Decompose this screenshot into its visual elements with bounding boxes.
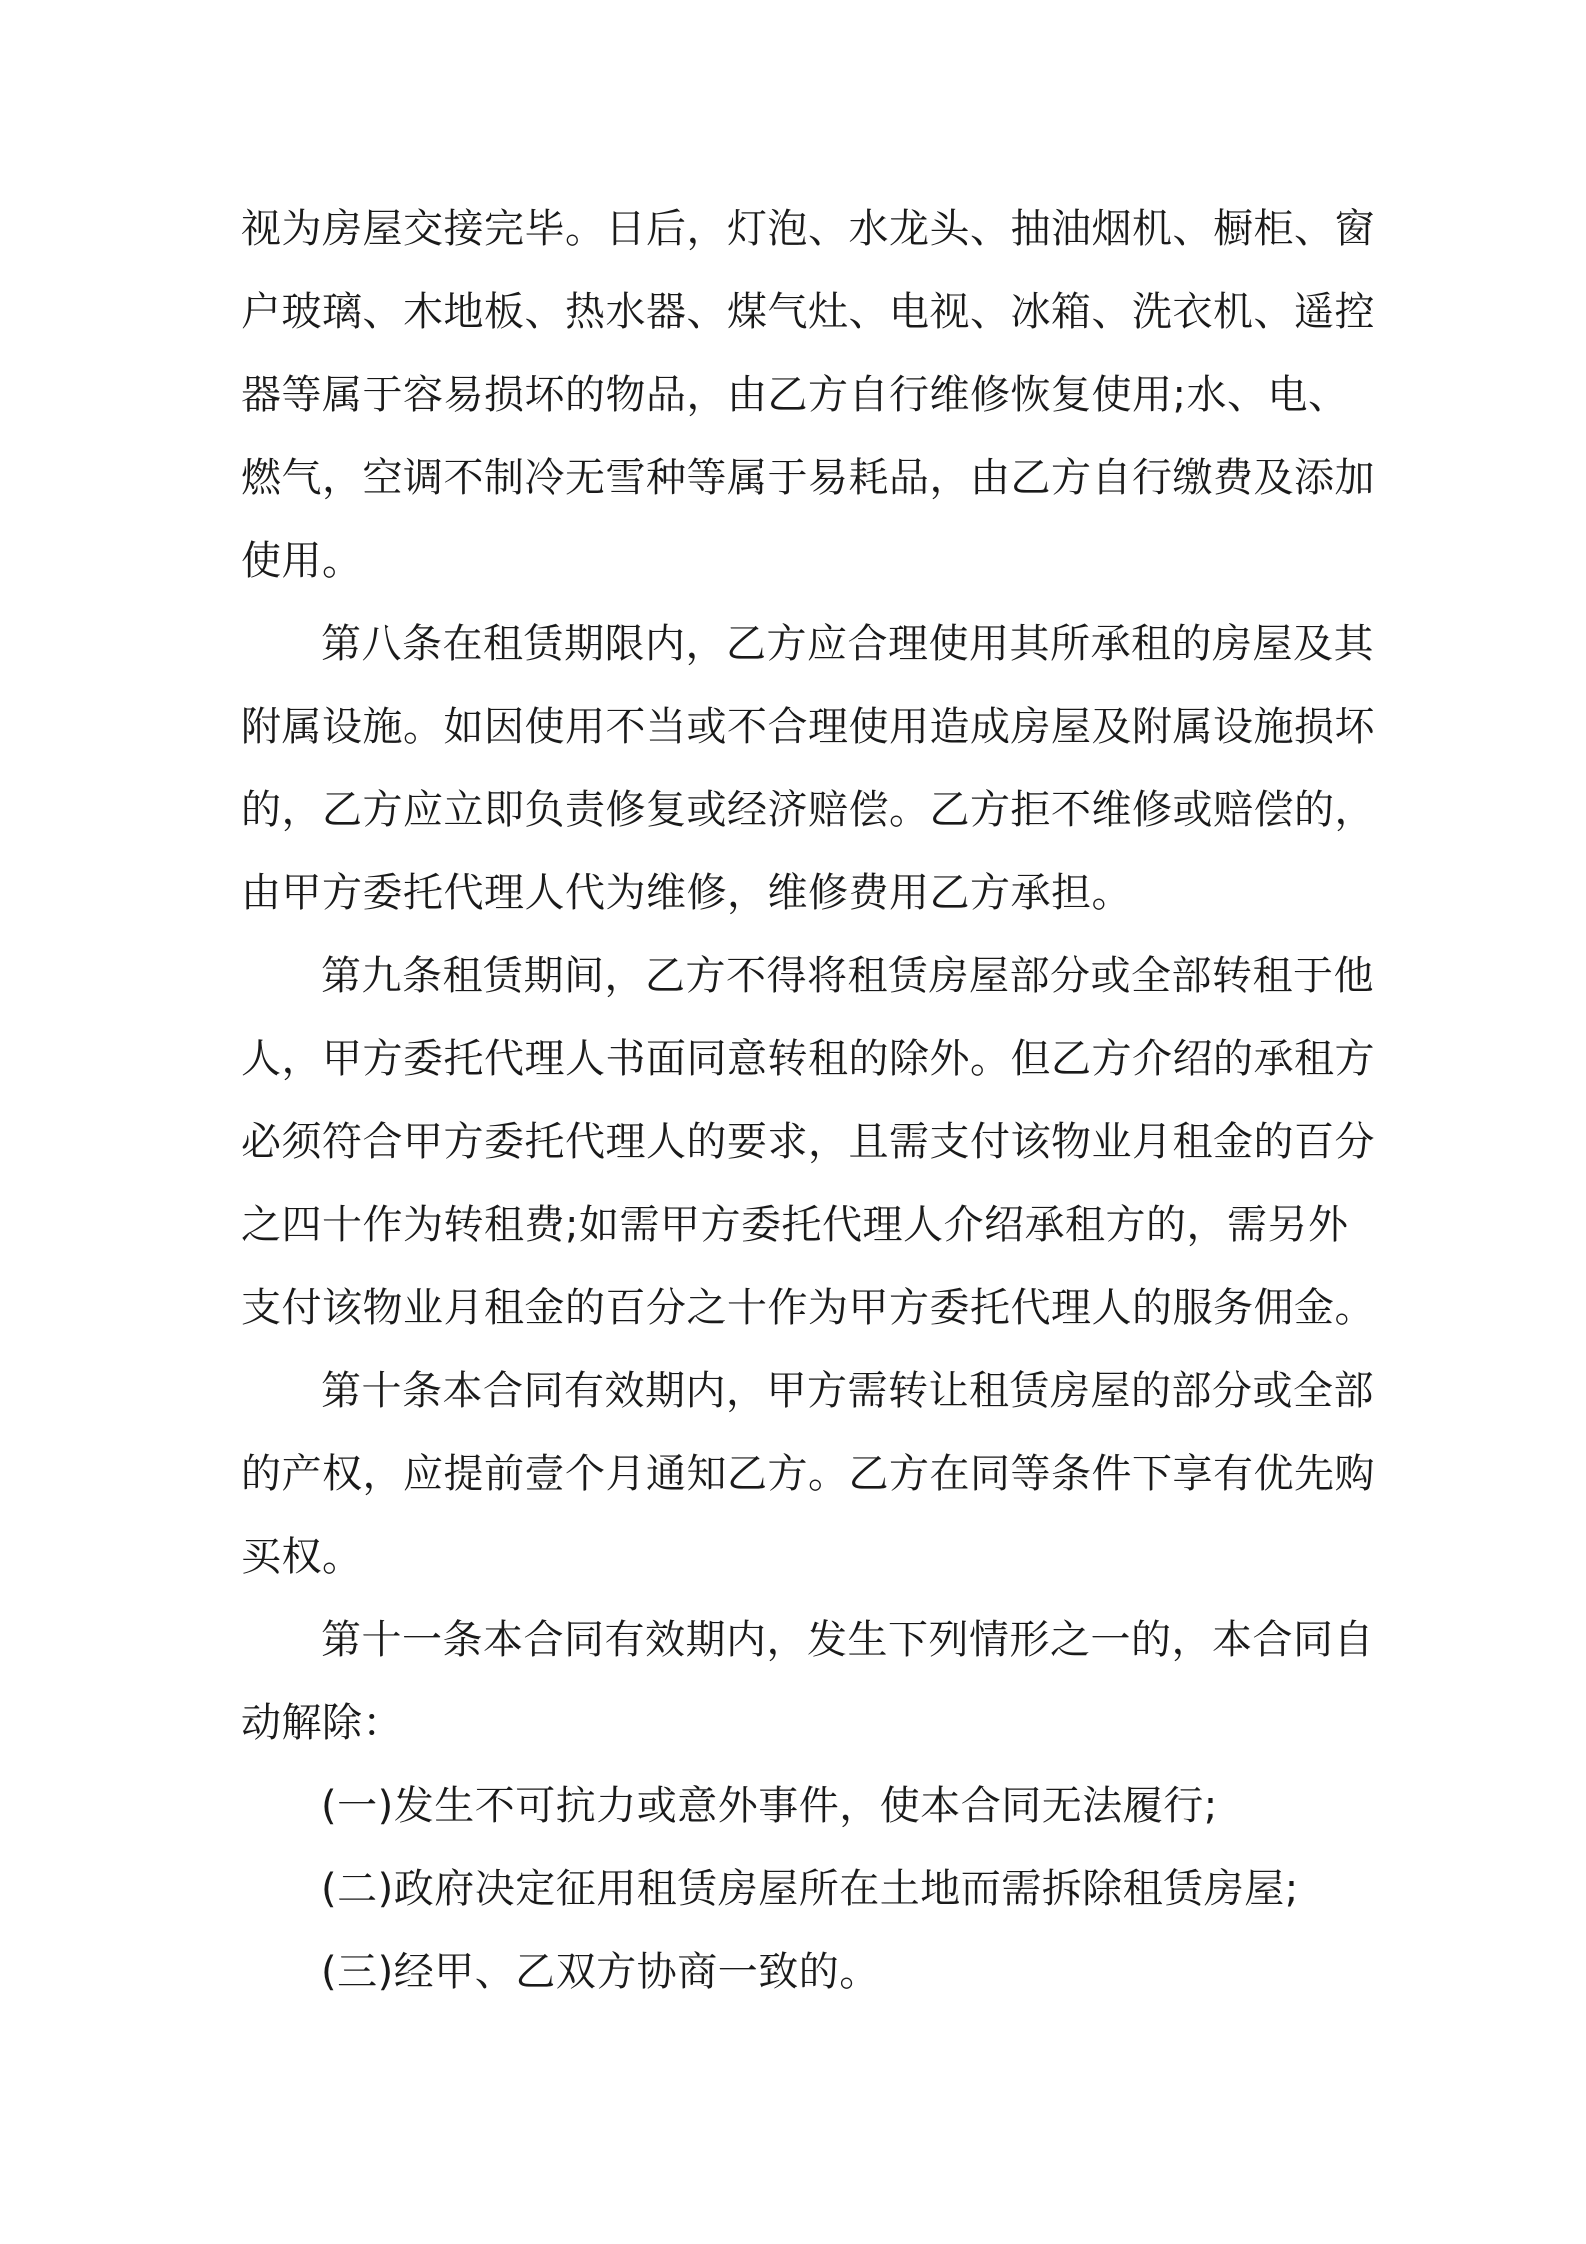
text-line: 的产权，应提前壹个月通知乙方。乙方在同等条件下享有优先购 xyxy=(241,1451,1375,1497)
text-line: 买权。 xyxy=(241,1534,363,1580)
text-line: 视为房屋交接完毕。日后，灯泡、水龙头、抽油烟机、橱柜、窗 xyxy=(241,206,1375,252)
paragraph-continuation xyxy=(241,188,1375,603)
text-line: 户玻璃、木地板、热水器、煤气灶、电视、冰箱、洗衣机、遥控 xyxy=(241,289,1375,335)
document-body xyxy=(241,188,1375,2014)
text-line: 由甲方委托代理人代为维修，维修费用乙方承担。 xyxy=(241,870,1132,916)
text-line: (二)政府决定征用租赁房屋所在土地而需拆除租赁房屋; xyxy=(321,1866,1299,1912)
text-line: 第九条租赁期间，乙方不得将租赁房屋部分或全部转租于他 xyxy=(321,953,1374,999)
text-line: 第八条在租赁期限内，乙方应合理使用其所承租的房屋及其 xyxy=(321,621,1374,667)
text-line: 动解除： xyxy=(241,1700,403,1746)
text-line: 支付该物业月租金的百分之十作为甲方委托代理人的服务佣金。 xyxy=(241,1285,1375,1331)
text-line: 之四十作为转租费;如需甲方委托代理人介绍承租方的，需另外 xyxy=(241,1202,1349,1248)
list-item-1 xyxy=(241,1765,1353,1848)
text-line: (一)发生不可抗力或意外事件，使本合同无法履行; xyxy=(321,1783,1218,1829)
text-line: 必须符合甲方委托代理人的要求，且需支付该物业月租金的百分 xyxy=(241,1119,1375,1165)
paragraph-article-11 xyxy=(241,1599,1374,1765)
text-line: 第十条本合同有效期内，甲方需转让租赁房屋的部分或全部 xyxy=(321,1368,1374,1414)
list-item-2 xyxy=(241,1848,1353,1931)
list-item-3 xyxy=(241,1931,1353,2014)
text-line: 的，乙方应立即负责修复或经济赔偿。乙方拒不维修或赔偿的， xyxy=(241,787,1375,833)
paragraph-article-9 xyxy=(241,935,1375,1350)
text-line: 第十一条本合同有效期内，发生下列情形之一的，本合同自 xyxy=(321,1617,1374,1663)
text-line: (三)经甲、乙双方协商一致的。 xyxy=(321,1949,880,1995)
paragraph-article-8 xyxy=(241,603,1375,935)
text-line: 附属设施。如因使用不当或不合理使用造成房屋及附属设施损坏 xyxy=(241,704,1375,750)
text-line: 器等属于容易损坏的物品，由乙方自行维修恢复使用;水、电、 xyxy=(241,372,1349,418)
text-line: 使用。 xyxy=(241,538,363,584)
paragraph-article-10 xyxy=(241,1350,1375,1599)
text-line: 人，甲方委托代理人书面同意转租的除外。但乙方介绍的承租方 xyxy=(241,1036,1375,1082)
text-line: 燃气，空调不制冷无雪种等属于易耗品，由乙方自行缴费及添加 xyxy=(241,455,1375,501)
